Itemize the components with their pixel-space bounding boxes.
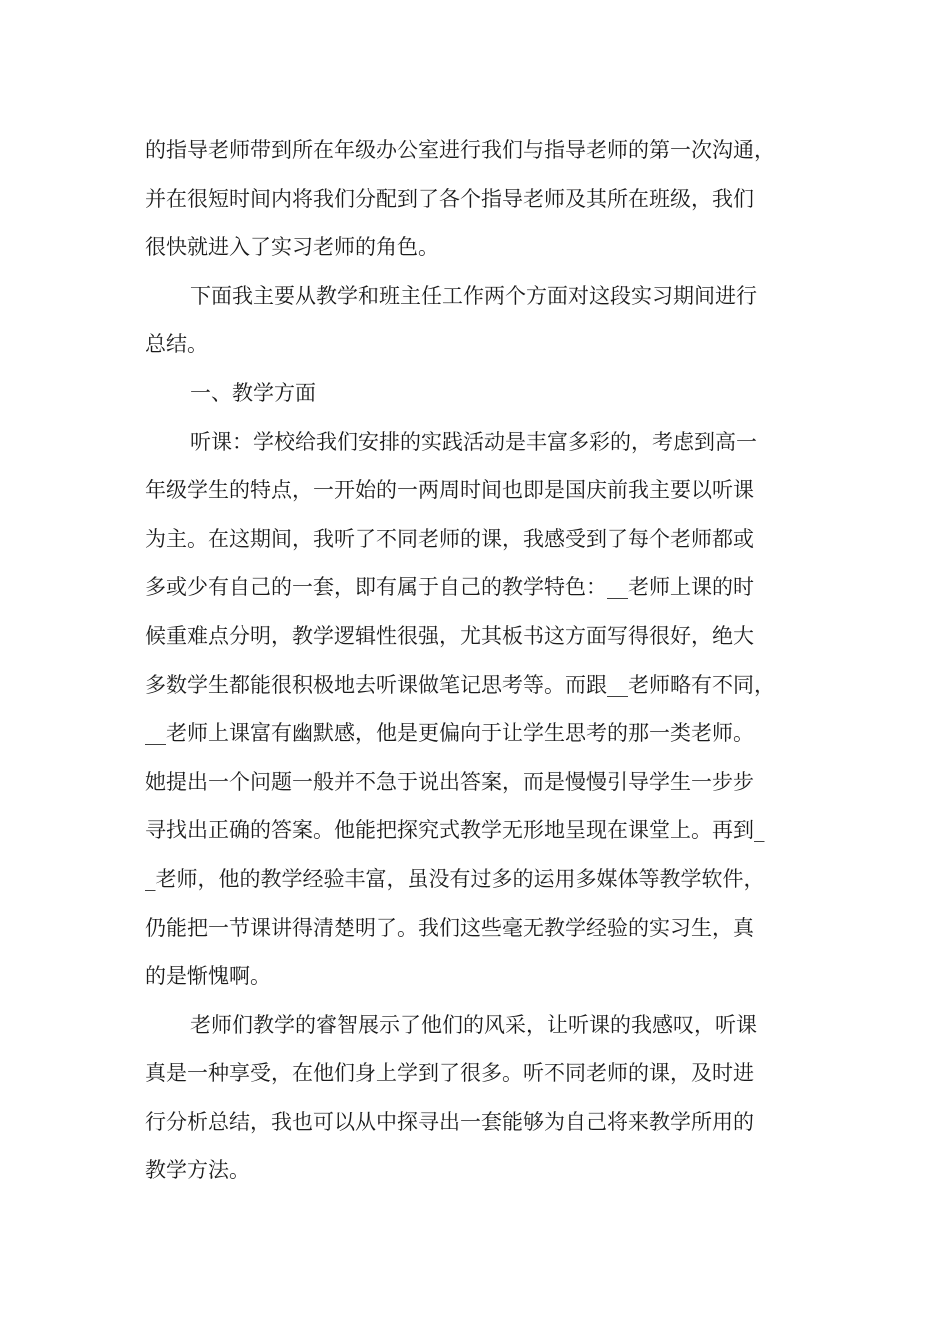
section-heading: 一、教学方面 — [190, 380, 316, 405]
text-line: 教学方法。 — [145, 1158, 250, 1183]
text-line: _老师，他的教学经验丰富，虽没有过多的运用多媒体等教学软件， — [145, 866, 765, 891]
text-line: 仍能把一节课讲得清楚明了。我们这些毫无教学经验的实习生，真 — [145, 915, 754, 940]
text-line: 的是惭愧啊。 — [145, 964, 271, 989]
text-line: 的指导老师带到所在年级办公室进行我们与指导老师的第一次沟通， — [145, 138, 775, 162]
text-line: 并在很短时间内将我们分配到了各个指导老师及其所在班级，我们 — [145, 186, 754, 211]
text-line: 候重难点分明，教学逻辑性很强，尤其板书这方面写得很好，绝大 — [145, 623, 754, 648]
text-line: 总结。 — [145, 332, 208, 357]
text-line: 寻找出正确的答案。他能把探究式教学无形地呈现在课堂上。再到_ — [145, 818, 765, 843]
document-body — [145, 126, 815, 1195]
text-line: 老师们教学的睿智展示了他们的风采，让听课的我感叹，听课 — [190, 1012, 757, 1037]
text-line: 她提出一个问题一般并不急于说出答案，而是慢慢引导学生一步步 — [145, 769, 754, 794]
text-line: 很快就进入了实习老师的角色。 — [145, 235, 439, 260]
text-line: __老师上课富有幽默感，他是更偏向于让学生思考的那一类老师。 — [145, 721, 754, 746]
text-line: 多数学生都能很积极地去听课做笔记思考等。而跟__老师略有不同， — [145, 672, 775, 697]
text-line: 为主。在这期间，我听了不同老师的课，我感受到了每个老师都或 — [145, 526, 754, 551]
text-line: 年级学生的特点，一开始的一两周时间也即是国庆前我主要以听课 — [145, 478, 754, 503]
text-line: 多或少有自己的一套，即有属于自己的教学特色：__老师上课的时 — [145, 575, 754, 600]
text-line: 行分析总结，我也可以从中探寻出一套能够为自己将来教学所用的 — [145, 1109, 754, 1134]
text-line: 听课：学校给我们安排的实践活动是丰富多彩的，考虑到高一 — [190, 429, 757, 454]
text-line: 真是一种享受，在他们身上学到了很多。听不同老师的课，及时进 — [145, 1061, 754, 1086]
text-line: 下面我主要从教学和班主任工作两个方面对这段实习期间进行 — [190, 283, 757, 308]
